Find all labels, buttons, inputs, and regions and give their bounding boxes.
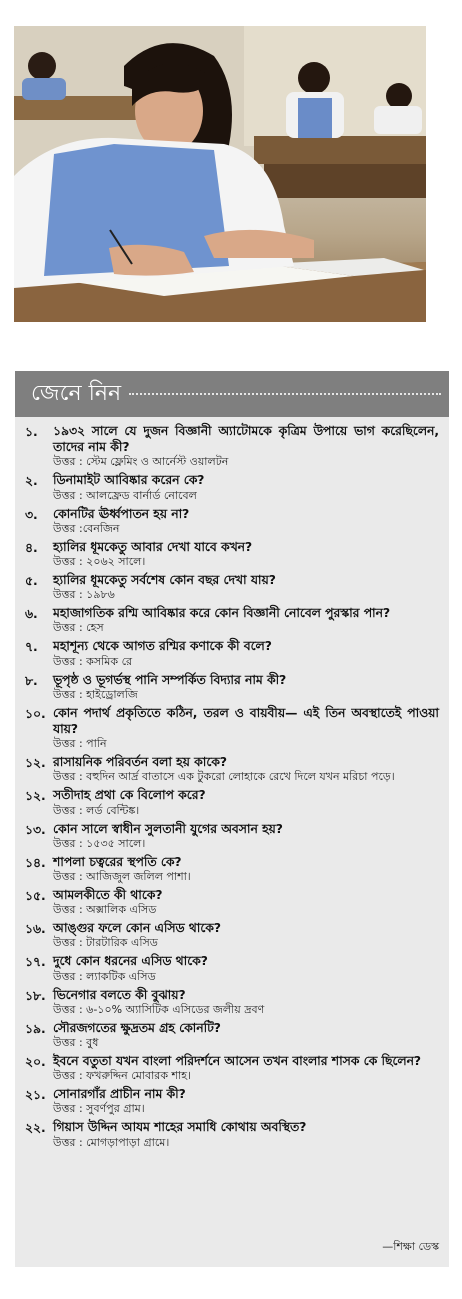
- list-item: [25, 672, 439, 702]
- question-number: ১৬.: [25, 922, 46, 937]
- list-item: [25, 572, 439, 602]
- question-text: গিয়াস উদ্দিন আযম শাহের সমাধি কোথায় অবস্থিত?: [53, 1120, 307, 1135]
- list-item: [25, 1086, 439, 1116]
- question-text: সোনারগাঁর প্রাচীন নাম কী?: [53, 1087, 186, 1102]
- list-item: [25, 705, 439, 751]
- quiz-panel: [15, 371, 449, 1267]
- question-number: ২.: [25, 474, 38, 489]
- question-text: হ্যালির ধূমকেতু সর্বশেষ কোন বছর দেখা যায়?: [53, 573, 276, 588]
- question-number: ১৮.: [25, 988, 46, 1003]
- question-text: আঙ্গুর ফলে কোন এসিড থাকে?: [53, 921, 221, 936]
- question-number: ২০.: [25, 1055, 46, 1070]
- list-item: [25, 854, 439, 884]
- question-text: কোন সালে স্বাধীন সুলতানী যুগের অবসান হয়?: [53, 821, 283, 836]
- header-divider: [129, 393, 441, 395]
- answer-text: উত্তর : মোগড়াপাড়া গ্রামে।: [53, 1135, 170, 1149]
- list-item: [25, 539, 439, 569]
- question-number: ১২.: [25, 789, 46, 804]
- answer-text: উত্তর : ল্যাকটিক এসিড: [53, 969, 156, 983]
- question-text: ডিনামাইট আবিষ্কার করেন কে?: [53, 473, 205, 488]
- list-item: [25, 953, 439, 983]
- list-item: [25, 754, 439, 784]
- list-item: [25, 605, 439, 635]
- question-number: ১৪.: [25, 855, 46, 870]
- answer-text: উত্তর : পানি: [53, 737, 107, 751]
- question-number: ৩.: [25, 507, 38, 522]
- answer-text: উত্তর : ফখরুদ্দিন মোবারক শাহ।: [53, 1069, 191, 1083]
- question-text: সতীদাহ প্রথা কে বিলোপ করে?: [53, 788, 206, 803]
- question-text: ১৯৩২ সালে যে দুজন বিজ্ঞানী অ্যাটোমকে কৃত্রিম উপায়ে ভাগ করেছিলেন, তাদের নাম কী?: [53, 424, 439, 455]
- question-list: [15, 417, 449, 1150]
- answer-text: উত্তর : স্টেম ফ্লেমিং ও আর্নেস্ট ওয়ালটন: [53, 455, 229, 469]
- answer-text: উত্তর : ৬-১০% অ্যাসিটিক এসিডের জলীয় দ্রবণ: [53, 1002, 265, 1016]
- answer-text: উত্তর : হাইড্রোলজি: [53, 687, 138, 701]
- question-number: ১০.: [25, 706, 46, 721]
- answer-text: উত্তর : বহুদিন আর্দ্র বাতাসে এক টুকরো লোহাকে রেখে দিলে যখন মরিচা পড়ে।: [53, 770, 395, 784]
- answer-text: উত্তর : আজিজুল জলিল পাশা।: [53, 870, 191, 884]
- question-number: ১৯.: [25, 1021, 46, 1036]
- answer-text: উত্তর : টারটারিক এসিড: [53, 936, 158, 950]
- exam-photo: [14, 26, 426, 322]
- question-text: কোনটির ঊর্ধ্বপাতন হয় না?: [53, 506, 190, 521]
- answer-text: উত্তর : কসমিক রে: [53, 654, 133, 668]
- question-number: ২২.: [25, 1121, 46, 1136]
- question-number: ৬.: [25, 607, 38, 622]
- question-text: সৌরজগতের ক্ষুদ্রতম গ্রহ কোনটি?: [53, 1020, 221, 1035]
- list-item: [25, 821, 439, 851]
- answer-text: উত্তর : ১৯৮৬: [53, 588, 115, 602]
- answer-text: উত্তর : লর্ড বেন্টিঙ্ক।: [53, 803, 140, 817]
- question-number: ৪.: [25, 540, 38, 555]
- answer-text: উত্তর : আলফ্রেড বার্নার্ড নোবেল: [53, 488, 197, 502]
- question-number: ৭.: [25, 640, 38, 655]
- question-text: শাপলা চত্বরের স্থপতি কে?: [53, 854, 182, 869]
- question-number: ১.: [25, 425, 38, 439]
- panel-header: [15, 371, 449, 417]
- list-item: [25, 920, 439, 950]
- question-number: ১৫.: [25, 889, 46, 904]
- exam-photo-illustration: [14, 26, 426, 322]
- list-item: [25, 638, 439, 668]
- list-item: [25, 887, 439, 917]
- question-number: ১৩.: [25, 822, 46, 837]
- question-text: রাসায়নিক পরিবর্তন বলা হয় কাকে?: [53, 755, 228, 770]
- answer-text: উত্তর : ২০৬২ সালে।: [53, 555, 146, 569]
- question-text: মহাশূন্য থেকে আগত রশ্মির কণাকে কী বলে?: [53, 639, 272, 654]
- question-text: হ্যালির ধূমকেতু আবার দেখা যাবে কখন?: [53, 539, 253, 554]
- panel-title: জেনে নিন: [31, 380, 122, 406]
- list-item: [25, 472, 439, 502]
- question-text: ভিনেগার বলতে কী বুঝায়?: [53, 987, 186, 1002]
- answer-text: উত্তর : ১৫৩৫ সালে।: [53, 836, 146, 850]
- list-item: [25, 506, 439, 536]
- answer-text: উত্তর : হেস: [53, 621, 104, 635]
- question-text: ইবনে বতুতা যখন বাংলা পরিদর্শনে আসেন তখন বাংলার শাসক কে ছিলেন?: [53, 1054, 422, 1069]
- list-item: [25, 1119, 439, 1149]
- question-number: ১২.: [25, 756, 46, 771]
- question-text: ভূপৃষ্ঠ ও ভূগর্ভস্থ পানি সম্পর্কিত বিদ্যার নাম কী?: [53, 672, 287, 687]
- question-number: ২১.: [25, 1088, 46, 1103]
- question-text: মহাজাগতিক রশ্মি আবিষ্কার করে কোন বিজ্ঞানী নোবেল পুরস্কার পান?: [53, 606, 391, 621]
- question-number: ৫.: [25, 574, 38, 589]
- question-number: ৮.: [25, 673, 38, 688]
- list-item: [25, 987, 439, 1017]
- answer-text: উত্তর : সুবর্ণপুর গ্রাম।: [53, 1102, 145, 1116]
- answer-text: উত্তর :বেনজিন: [53, 521, 120, 535]
- list-item: [25, 1020, 439, 1050]
- list-item: [25, 787, 439, 817]
- byline: —শিক্ষা ডেস্ক: [382, 1240, 439, 1253]
- question-text: আমলকীতে কী থাকে?: [53, 888, 163, 903]
- question-number: ১৭.: [25, 955, 46, 970]
- question-text: কোন পদার্থ প্রকৃতিতে কঠিন, তরল ও বায়বীয়— এই তিন অবস্থাতেই পাওয়া যায়?: [53, 705, 439, 737]
- answer-text: উত্তর : অক্সালিক এসিড: [53, 903, 157, 917]
- list-item: [25, 423, 439, 469]
- question-text: দুধে কোন ধরনের এসিড থাকে?: [53, 954, 208, 969]
- list-item: [25, 1053, 439, 1083]
- answer-text: উত্তর : বুধ: [53, 1036, 99, 1050]
